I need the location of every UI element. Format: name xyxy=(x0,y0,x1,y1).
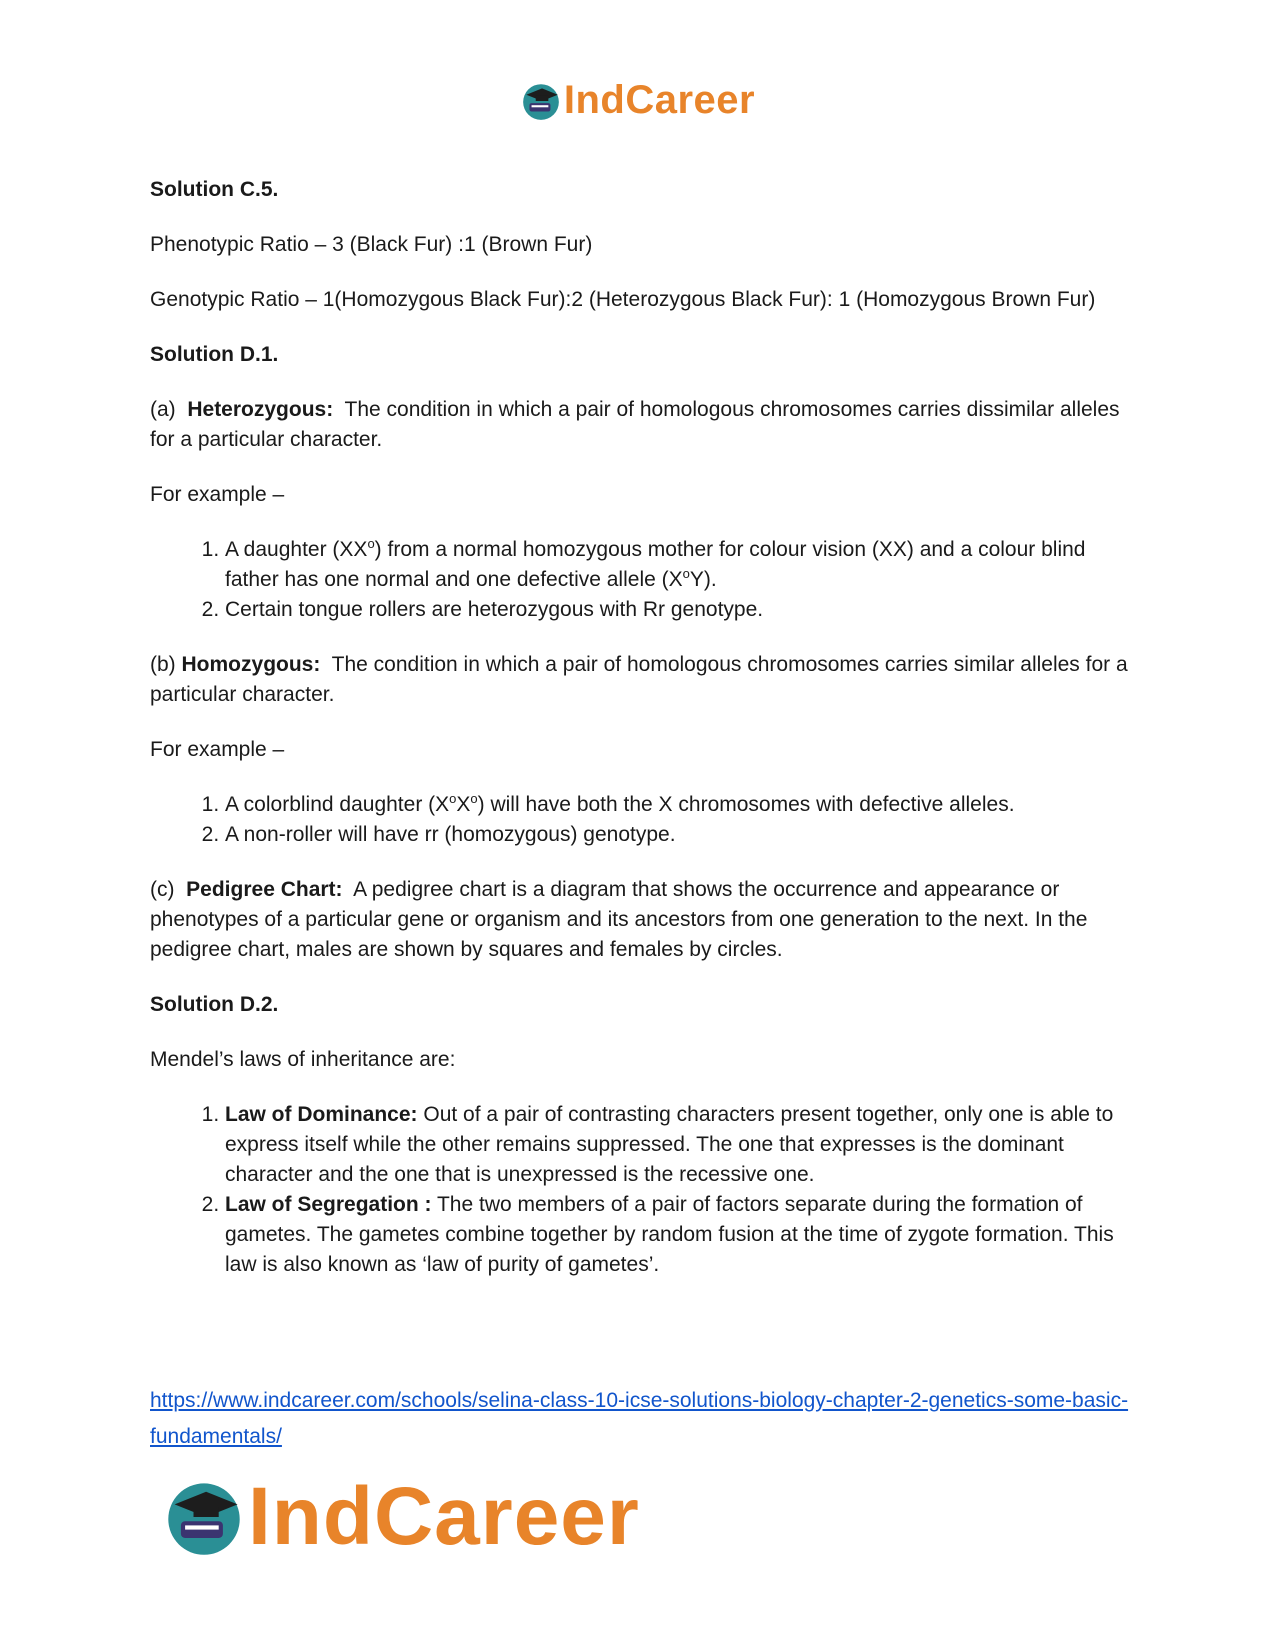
heterozygous-definition: (a) Heterozygous: The condition in which a pair of homologous chromosomes carries dissimilar alleles for a particular character. xyxy=(150,398,1120,451)
term-law-of-segregation: Law of Segregation : xyxy=(225,1193,432,1216)
term-pedigree-chart: Pedigree Chart: xyxy=(186,878,343,901)
graduation-cap-logo-icon xyxy=(162,1475,246,1559)
pedigree-chart-definition: (c) Pedigree Chart: A pedigree chart is a diagram that shows the occurrence and appearance or phenotypes of a particular gene or organism and its ancestors from one generation to the next. In the pedigree chart, males are shown by squares and females by circles. xyxy=(150,878,1088,961)
list-item: 1. A colorblind daughter $(X^oX^o)$ will have both the X chromosomes with defective alleles. xyxy=(225,790,1130,820)
list-item: 1. A daughter $(XX^o)$ from a normal homozygous mother for colour vision (XX) and a colour blind father has one normal and one defective allele $(X^oY)$. xyxy=(225,535,1130,595)
term-homozygous: Homozygous: xyxy=(181,653,321,676)
brand-name: IndCareer xyxy=(563,78,756,122)
header-logo xyxy=(0,78,1275,123)
brand-name: IndCareer xyxy=(248,1471,640,1562)
list-item: 2. A non-roller will have rr (homozygous) genotype. xyxy=(225,820,1130,850)
mendel-laws-list xyxy=(150,1100,1130,1280)
list-item: 2. Certain tongue rollers are heterozygous with Rr genotype. xyxy=(225,595,1130,625)
example-label: For example – xyxy=(150,483,285,506)
genotypic-ratio: Genotypic Ratio – 1(Homozygous Black Fur):2 (Heterozygous Black Fur): 1 (Homozygous Brown Fur) xyxy=(150,288,1096,311)
section-heading-d1: Solution D.1. xyxy=(150,343,279,366)
homozygous-definition: (b) Homozygous: The condition in which a pair of homologous chromosomes carries similar alleles for a particular character. xyxy=(150,653,1128,706)
source-link[interactable]: https://www.indcareer.com/schools/selina-class-10-icse-solutions-biology-chapter-2-genetics-some-basic-fundamentals/ xyxy=(150,1389,1129,1448)
phenotypic-ratio: Phenotypic Ratio – 3 (Black Fur) :1 (Brown Fur) xyxy=(150,233,593,256)
graduation-cap-logo-icon xyxy=(520,80,562,122)
term-law-of-dominance: Law of Dominance: xyxy=(225,1103,418,1126)
list-item: 1. Law of Dominance: Out of a pair of contrasting characters present together, only one is able to express itself while the other remains suppressed. The one that expresses is the dominant character and the one that is unexpressed is the recessive one. xyxy=(225,1100,1130,1190)
section-heading-c5: Solution C.5. xyxy=(150,178,279,201)
section-heading-d2: Solution D.2. xyxy=(150,993,279,1016)
footer-logo xyxy=(162,1470,640,1564)
example-label: For example – xyxy=(150,738,285,761)
homozygous-examples xyxy=(150,790,1130,850)
list-item: 2. Law of Segregation : The two members of a pair of factors separate during the formation of gametes. The gametes combine together by random fusion at the time of zygote formation. This law is also known as ‘law of purity of gametes’. xyxy=(225,1190,1130,1280)
mendel-laws-intro: Mendel’s laws of inheritance are: xyxy=(150,1048,456,1071)
document-body xyxy=(150,175,1130,1305)
heterozygous-examples xyxy=(150,535,1130,625)
term-heterozygous: Heterozygous: xyxy=(187,398,334,421)
